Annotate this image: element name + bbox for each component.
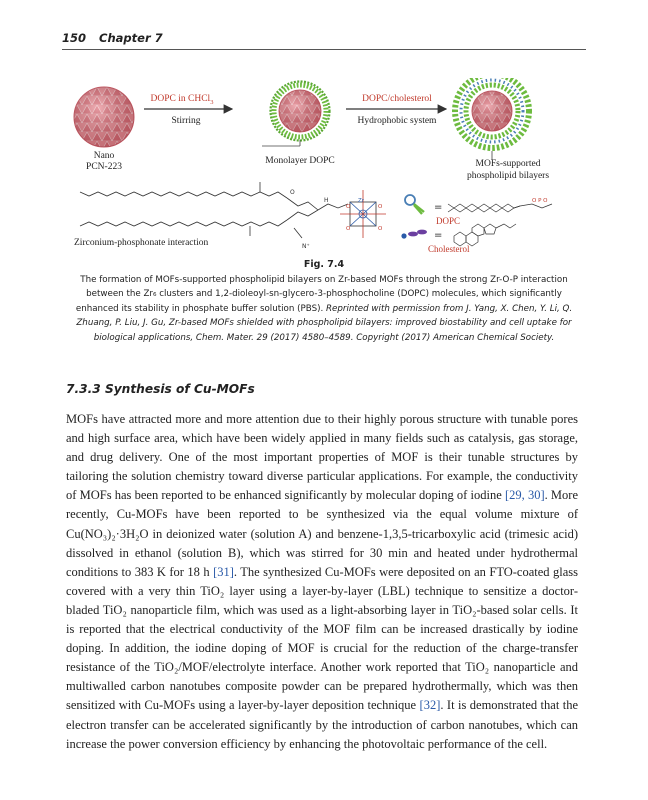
running-head xyxy=(62,31,586,50)
label-dopc-cholesterol: DOPC/cholesterol xyxy=(362,94,432,104)
svg-text:N⁺: N⁺ xyxy=(302,243,310,250)
svg-text:O: O xyxy=(346,204,351,210)
svg-text:=: = xyxy=(434,202,443,213)
caption-credit: Reprinted with permission from J. Yang, X. Chen, Y. Li, Q. Zhuang, P. Liu, J. Gu, Zr-based MOFs shielded with phospholipid bilayers: improved biostability and cell uptake for biological applications, Chem. Mater. 29 (2017) 4580–4589. Copyright (2017) American Chemical Society. xyxy=(76,303,573,343)
citation-link[interactable]: [29, 30] xyxy=(504,488,545,503)
label-stirring: Stirring xyxy=(171,116,201,126)
body-text-segment: MOFs have attracted more and more attention due to their highly porous structure with tunable pores and high surface area, which have been widely applied in many fields such as catalysis, gas storage, and drug delivery. One of the most important properties of MOF is their tunable structures by tailoring the solution chemistry toward diverse particular applications. For example, the conductivity of MOFs has been reported to be enhanced significantly by molecular doping of iodine xyxy=(66,412,578,503)
svg-text:O: O xyxy=(346,226,351,232)
citation-link[interactable]: [31] xyxy=(213,564,234,579)
caption-main: The formation of MOFs-supported phospholipid bilayers on Zr-based MOFs through the strong Zr-O-P interaction between the Zr₆ clusters and 1,2-dioleoyl-sn-glycero-3-phosphocholine (DOPC) molecules, which significantly enhanced its stability in phosphate buffer solution (PBS). xyxy=(75,275,568,314)
label-monolayer-dopc: Monolayer DOPC xyxy=(265,156,335,166)
figure-label: Fig. 7.4 xyxy=(303,259,345,270)
label-hydrophobic-system: Hydrophobic system xyxy=(357,116,437,126)
label-dopc: DOPC xyxy=(436,216,461,226)
cholesterol-legend-structure xyxy=(454,224,516,246)
label-cholesterol: Cholesterol xyxy=(428,244,470,254)
figure-caption xyxy=(66,273,582,345)
pcn223-sphere xyxy=(74,87,134,147)
svg-text:H: H xyxy=(324,197,329,204)
section-heading: 7.3.3 Synthesis of Cu-MOFs xyxy=(66,382,255,396)
body-text-segment: . It is demonstrated that the electron transfer can be accelerated significantly by the introduction of carbon nanotubes, which can increase the power conversion efficiency by enhancing the photovoltaic performance of the cell. xyxy=(66,698,578,751)
page-number: 150 xyxy=(62,31,87,45)
svg-text:O: O xyxy=(378,204,383,210)
figure-7-4 xyxy=(62,78,586,254)
figure-illustration xyxy=(62,78,586,254)
label-mofs-supported-1: MOFs-supported xyxy=(475,159,541,169)
dopc-molecule-structure xyxy=(80,182,348,238)
label-mofs-supported-2: phospholipid bilayers xyxy=(466,171,550,181)
svg-text:Zr: Zr xyxy=(358,198,365,204)
chapter-title: Chapter 7 xyxy=(99,31,163,45)
svg-text:O: O xyxy=(290,189,295,196)
label-zr-phosphonate: Zirconium-phosphonate interaction xyxy=(74,238,209,248)
citation-link[interactable]: [32] xyxy=(419,698,441,713)
label-pcn223: PCN-223 xyxy=(86,162,122,172)
svg-text:=: = xyxy=(434,230,443,241)
body-text-segment: . More recently, Cu-MOFs have been reported to be synthesized via the equal volume mixture of Cu(NO₃)₂·3H₂O in deionized water (solution A) and benzene-1,3,5-tricarboxylic acid (trimesic acid) dissolved in ethanol (solution B), which was stirred for 30 min and heated under hydrothermal conditions to 383 K for 18 h xyxy=(66,488,578,579)
dopc-legend-icon xyxy=(405,195,424,214)
label-nano: Nano xyxy=(93,151,115,161)
monolayer-sphere xyxy=(271,82,330,141)
svg-text:O: O xyxy=(378,226,383,232)
cholesterol-legend-icon xyxy=(401,230,427,239)
label-dopc-chcl3: DOPC in CHCl$_3$ xyxy=(150,94,214,106)
body-paragraph xyxy=(66,410,578,754)
svg-text:O P O: O P O xyxy=(532,198,548,204)
bilayer-sphere xyxy=(455,78,529,148)
dopc-legend-structure xyxy=(448,204,520,208)
body-text-segment: . The synthesized Cu-MOFs were deposited on an FTO-coated glass covered with a very thin TiO₂ layer using a layer-by-layer (LBL) technique to sensitize a doctor-bladed TiO₂ nanoparticle film, which was used as a light-absorbing layer in TiO₂-based solar cells. It is reported that the electrical conductivity of the MOF film can be increased drastically by iodine doping. In addition, the iodine doping of MOF is crucial for the reduction of the charge-transfer resistance of the TiO₂/MOF/electrolyte interface. Another work reported that TiO₂ nanoparticle and multiwalled carbon nanotubes composite powder can be prepared hydrothermally, which was then sensitized with Cu-MOFs using a layer-by-layer deposition technique xyxy=(66,564,578,713)
